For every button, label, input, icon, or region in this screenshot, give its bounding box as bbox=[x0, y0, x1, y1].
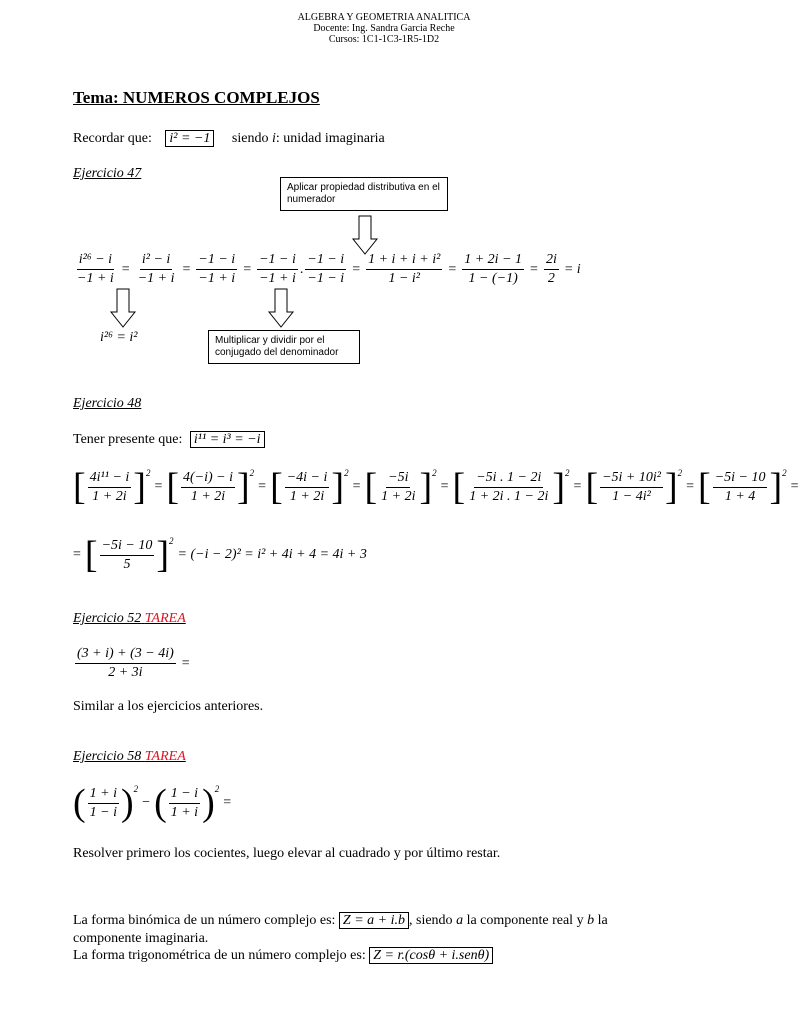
ej52-label: Ejercicio 52 bbox=[73, 611, 142, 626]
forma-binomica-formula: Z = a + i.b bbox=[339, 912, 409, 929]
forma-binomica-b: b bbox=[587, 913, 595, 928]
ej58-tarea: TAREA bbox=[144, 749, 186, 764]
ej48-equation-line1: [ $\frac{\text{4i¹¹ − i}}{1 + 2i}$ ] $^2$ = [ $\frac{4(-i) - i}{1 + 2i}$ ] $^2$ = [ $\frac{-4i - i}{1 + 2i}$ ] $^2$ = [ $\frac{-5i}{1 + 2i}$ ] $^2$ = [ $\frac{-5i . 1 - 2i}{1 + 2i . 1 - 2i}$ ] $^2$ = [ $\frac{\text{−5i + 10i²}}{\text{1 − 4i²}}$ ] $^2$ = [ $\frac{-5i - 10}{1 + 4}$ ] $^2$ = bbox=[73, 466, 799, 508]
ej47-label: Ejercicio 47 bbox=[73, 166, 142, 181]
forma-trig-pre: La forma trigonométrica de un número complejo es: bbox=[73, 948, 366, 963]
ej48-line2-frac: $\frac{-5i - 10}{5}$ bbox=[101, 537, 153, 572]
ej48-term-6: $\frac{\text{−5i + 10i²}}{\text{1 − 4i²}}$ bbox=[602, 469, 661, 504]
recordar-label: Recordar que: bbox=[73, 131, 152, 146]
ej48-equation-line2: = [ $\frac{-5i - 10}{5}$ ] $^2$ = (−i − 2)² = i² + 4i + 4 = 4i + 3 bbox=[73, 534, 367, 576]
recordar-line bbox=[73, 131, 385, 147]
ej58-label: Ejercicio 58 bbox=[73, 749, 142, 764]
teacher-name: Docente: Ing. Sandra Garcia Reche bbox=[313, 23, 455, 34]
ej58-comment: Resolver primero los cocientes, luego elevar al cuadrado y por último restar. bbox=[73, 846, 501, 861]
ej48-term-2: $\frac{4(-i) - i}{1 + 2i}$ bbox=[183, 469, 233, 504]
ej48-tener-label: Tener presente que: bbox=[73, 432, 183, 447]
ej48-formula: i¹¹ = i³ = −i bbox=[190, 431, 265, 448]
ej52-label-line bbox=[73, 611, 186, 627]
ej47-term-5: $\frac{-1 - i}{-1 - i}$ bbox=[307, 252, 345, 286]
ej48-term-7: $\frac{-5i - 10}{1 + 4}$ bbox=[714, 469, 766, 504]
ej48-line2-rest: = (−i − 2)² = i² + 4i + 4 = 4i + 3 bbox=[177, 547, 367, 562]
ej58-label-line bbox=[73, 749, 186, 765]
ej58-expression: ( $\frac{1 + i}{1 - i}$ ) $^2$ − ( $\frac{1 - i}{1 + i}$ ) $^2$ = bbox=[73, 782, 232, 824]
recordar-text-post: : unidad imaginaria bbox=[275, 131, 385, 146]
ej52-tarea: TAREA bbox=[144, 611, 186, 626]
course-header bbox=[0, 12, 768, 45]
forma-trig-line bbox=[73, 948, 493, 964]
ej47-term-2: $\frac{\text{i² − i}}{-1 + i}$ bbox=[137, 252, 175, 286]
ej48-term-5: $\frac{-5i . 1 - 2i}{1 + 2i . 1 - 2i}$ bbox=[469, 469, 549, 504]
ej47-term-4: $\frac{-1 - i}{-1 + i}$ bbox=[259, 252, 296, 286]
ej47-note-distributiva: Aplicar propiedad distributiva en el numerador bbox=[280, 177, 448, 211]
recordar-text-var: i bbox=[271, 131, 276, 146]
page-title: Tema: NUMEROS COMPLEJOS bbox=[73, 88, 320, 107]
ej47-term-6: $\frac{\text{1 + i + i + i²}}{\text{1 − i²}}$ bbox=[368, 252, 441, 286]
ej48-tener-line bbox=[73, 432, 265, 448]
forma-binomica-line bbox=[73, 913, 608, 929]
ej47-result: i bbox=[576, 261, 581, 277]
ej52-expression: $\frac{(3 + i) + (3 - 4i)}{2 + 3i}$ = bbox=[77, 646, 190, 680]
ej47-term-7: $\frac{1 + 2i - 1}{1 - (-1)}$ bbox=[464, 252, 523, 286]
ej47-term-8: $\frac{2i}{2}$ bbox=[545, 252, 557, 286]
ej52-comment: Similar a los ejercicios anteriores. bbox=[73, 699, 264, 714]
ej48-term-4: $\frac{-5i}{1 + 2i}$ bbox=[381, 469, 416, 504]
ej47-arrow-top-icon bbox=[352, 215, 378, 255]
ej47-term-1: $\frac{\text{i²⁶ − i}}{-1 + i}$ bbox=[77, 252, 114, 286]
ej47-equation: $\frac{\text{i²⁶ − i}}{-1 + i}$ = $\frac{\text{i² − i}}{-1 + i}$ = $\frac{-1 - i}{-1 + i}$ = $\frac{-1 - i}{-1 + i}$ . $\frac{-1 - i}{-1 - i}$ = $\frac{\text{1 + i + i + i²}}{\text{1 − i²}}$ = $\frac{1 + 2i - 1}{1 - (-1)}$ = $\frac{2i}{2}$ = i bbox=[77, 252, 581, 286]
ej48-term-3: $\frac{-4i - i}{1 + 2i}$ bbox=[286, 469, 328, 504]
forma-binomica-post2: la componente real y bbox=[466, 913, 584, 928]
course-codes: Cursos: 1C1-1C3-1R5-1D2 bbox=[328, 34, 440, 45]
forma-trig-formula: Z = r.(cosθ + i.senθ) bbox=[369, 947, 493, 964]
course-name: ALGEBRA Y GEOMETRIA ANALITICA bbox=[297, 12, 471, 23]
forma-binomica-post1: , siendo bbox=[409, 913, 453, 928]
ej52-frac: $\frac{(3 + i) + (3 - 4i)}{2 + 3i}$ bbox=[77, 646, 174, 680]
ej47-note-conjugado: Multiplicar y dividir por el conjugado del denominador bbox=[208, 330, 360, 364]
ej48-label: Ejercicio 48 bbox=[73, 396, 142, 411]
ej58-frac-1: $\frac{1 + i}{1 - i}$ bbox=[89, 785, 117, 820]
ej47-arrow-mid-icon bbox=[268, 288, 294, 328]
forma-binomica-post3: la bbox=[597, 913, 608, 928]
forma-binomica-line2: componente imaginaria. bbox=[73, 931, 209, 946]
forma-binomica-pre: La forma binómica de un número complejo es: bbox=[73, 913, 336, 928]
ej47-side-formula: i²⁶ = i² bbox=[100, 330, 138, 345]
forma-binomica-a: a bbox=[456, 913, 464, 928]
ej58-frac-2: $\frac{1 - i}{1 + i}$ bbox=[170, 785, 199, 820]
recordar-formula: i² = −1 bbox=[165, 130, 214, 147]
recordar-text-pre: siendo bbox=[231, 131, 269, 146]
ej48-term-1: $\frac{\text{4i¹¹ − i}}{1 + 2i}$ bbox=[89, 469, 130, 504]
ej47-arrow-left-icon bbox=[110, 288, 136, 328]
ej47-term-3: $\frac{-1 - i}{-1 + i}$ bbox=[198, 252, 236, 286]
